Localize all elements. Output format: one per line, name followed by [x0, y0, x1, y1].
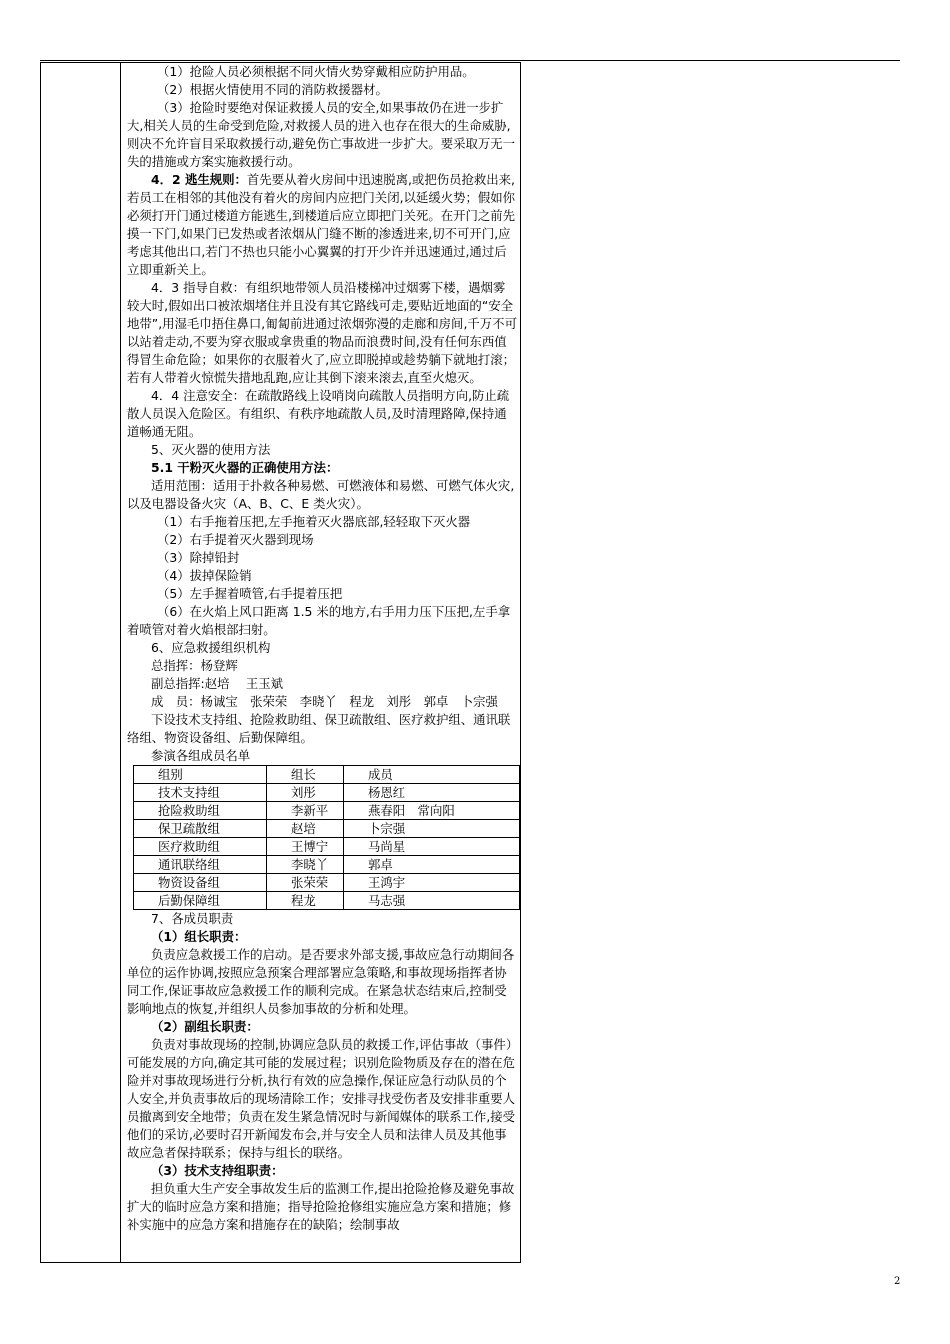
para-a1: （1）抢险人员必须根据不同火情火势穿戴相应防护用品。	[157, 64, 475, 79]
duty-3-body: 担负重大生产安全事故发生后的监测工作,提出抢险抢修及避免事故扩大的临时应急方案和措施；指导抢险抢修组实施应急方案和措施；修补实施中的应急方案和措施存在的缺陷；绘制事故	[127, 1181, 515, 1232]
section-5-1-title: 5.1 干粉灭火器的正确使用方法：	[151, 460, 339, 475]
duty-2-body: 负责对事故现场的控制,协调应急队员的救援工作,评估事故（事件）可能发展的方向,确定其可能的发展过程；识别危险物质及存在的潜在危险并对事故现场进行分析,执行有效的应急操作,保证应急行动队员的个人安全,并负责事故后的现场清除工作；安排寻找受伤者及安排非重要人员撤离到安全地带；负责在发生紧急情况时与新闻媒体的联系工作,接受他们的采访,必要时召开新闻发布会,并与安全人员和法律人员及其他事故应急者保持联系；保持与组长的联络。	[127, 1037, 516, 1160]
item-4-2-body: 首先要从着火房间中迅速脱离,或把伤员抢救出来,若员工在相邻的其他没有着火的房间内应把门关闭,以延缓火势；假如你必须打开门通过楼道方能逃生,到楼道后应立即把门关死。在开门之前先摸一下门,如果门已发热或者浓烟从门缝不断的渗透进来,切不可开门,应考虑其他出口,若门不热也只能小心翼翼的打开少许并迅速通过,通过后立即重新关上。	[127, 172, 516, 277]
roster-cell-members: 王鸿宇	[344, 874, 520, 892]
roster-cell-group: 通讯联络组	[134, 856, 267, 874]
section-7-title: 7、各成员职责	[151, 911, 234, 926]
item-4-2	[127, 171, 517, 279]
roster-cell-members: 杨恩红	[344, 784, 520, 802]
page-number: 2	[894, 1276, 901, 1287]
roster-header-members: 成员	[344, 766, 520, 784]
roster-cell-members: 郭卓	[344, 856, 520, 874]
duty-2-title: （2）副组长职责：	[151, 1019, 259, 1034]
item-4-4: 4．4 注意安全：在疏散路线上设哨岗向疏散人员指明方向,防止疏散人员误入危险区。有组织、有秩序地疏散人员,及时清理路障,保持通道畅通无阻。	[127, 388, 510, 439]
step-1: （1）右手拖着压把,左手拖着灭火器底部,轻轻取下灭火器	[157, 514, 471, 529]
duty-1-body: 负责应急救援工作的启动。是否要求外部支援,事故应急行动期间各单位的运作协调,按照应急预案合理部署应急策略,和事故现场指挥者协同工作,保证事故应急救援工作的顺利完成。在紧急状态结束后,控制受影响地点的恢复,并组织人员参加事故的分析和处理。	[127, 947, 515, 1016]
content-column	[127, 63, 517, 1234]
duty-1-title: （1）组长职责：	[151, 929, 247, 944]
table-row	[134, 784, 520, 802]
roster-cell-leader: 程龙	[267, 892, 344, 910]
roster-title: 参演各组成员名单	[151, 748, 251, 763]
roster-cell-leader: 王博宁	[267, 838, 344, 856]
step-4: （4）拔掉保险销	[157, 568, 252, 583]
table-row	[134, 820, 520, 838]
table-row	[134, 802, 520, 820]
roster-header-row	[134, 766, 520, 784]
roster-cell-group: 抢险救助组	[134, 802, 267, 820]
left-empty-column	[41, 63, 121, 1262]
table-row	[134, 856, 520, 874]
vice-commander: 副总指挥:赵培 王玉斌	[151, 676, 284, 691]
groups-intro: 下设技术支持组、抢险救助组、保卫疏散组、医疗救护组、通讯联络组、物资设备组、后勤保障组。	[127, 712, 511, 745]
commander: 总指挥：杨登辉	[151, 658, 238, 673]
roster-cell-group: 后勤保障组	[134, 892, 267, 910]
roster-cell-members: 燕春阳 常向阳	[344, 802, 520, 820]
roster-cell-leader: 张荣荣	[267, 874, 344, 892]
table-row	[134, 892, 520, 910]
step-6: （6）在火焰上风口距离 1.5 米的地方,右手用力压下压把,左手拿着喷管对着火焰根部扫射。	[127, 604, 511, 637]
roster-cell-group: 医疗救助组	[134, 838, 267, 856]
members: 成 员：杨诚宝 张荣荣 李晓丫 程龙 刘彤 郭卓 卜宗强	[151, 694, 498, 709]
roster-cell-members: 马尚星	[344, 838, 520, 856]
roster-table	[133, 765, 520, 910]
roster-cell-group: 技术支持组	[134, 784, 267, 802]
roster-cell-leader: 李新平	[267, 802, 344, 820]
para-a3: （3）抢险时要绝对保证救援人员的安全,如果事故仍在进一步扩大,相关人员的生命受到危险,对救援人员的进入也存在很大的生命威胁,则决不允许盲目采取救援行动,避免伤亡事故进一步扩大。要采取万无一失的措施或方案实施救援行动。	[127, 100, 516, 169]
table-row	[134, 838, 520, 856]
roster-cell-members: 马志强	[344, 892, 520, 910]
section-6-title: 6、应急救援组织机构	[151, 640, 271, 655]
item-4-2-title: 4．2 逃生规则：	[151, 172, 247, 187]
duty-3-title: （3）技术支持组职责：	[151, 1163, 284, 1178]
roster-cell-leader: 赵培	[267, 820, 344, 838]
section-5-scope: 适用范围：适用于扑救各种易燃、可燃液体和易燃、可燃气体火灾,以及电器设备火灾（A、B、C、E 类火灾）。	[127, 478, 515, 511]
step-3: （3）除掉铅封	[157, 550, 240, 565]
roster-cell-group: 保卫疏散组	[134, 820, 267, 838]
para-a2: （2）根据火情使用不同的消防救援器材。	[157, 82, 388, 97]
section-5-title: 5、灭火器的使用方法	[151, 442, 271, 457]
item-4-3: 4．3 指导自救：有组织地带领人员沿楼梯冲过烟雾下楼，遇烟雾较大时,假如出口被浓烟堵住并且没有其它路线可走,要贴近地面的“安全地带”,用湿毛巾捂住鼻口,匍匐前进通过浓烟弥漫的走廊和房间,千万不可以站着走动,不要为穿衣服或拿贵重的物品而浪费时间,没有任何东西值得冒生命危险；如果你的衣服着火了,应立即脱掉或趁势躺下就地打滚；若有人带着火惊慌失措地乱跑,应让其倒下滚来滚去,直至火熄灭。	[127, 280, 517, 385]
document-table-frame	[40, 62, 521, 1263]
roster-header-group: 组别	[134, 766, 267, 784]
roster-cell-leader: 李晓丫	[267, 856, 344, 874]
header-rule	[40, 60, 900, 61]
table-row	[134, 874, 520, 892]
step-2: （2）右手提着灭火器到现场	[157, 532, 314, 547]
step-5: （5）左手握着喷管,右手提着压把	[157, 586, 343, 601]
roster-cell-members: 卜宗强	[344, 820, 520, 838]
roster-header-leader: 组长	[267, 766, 344, 784]
roster-cell-group: 物资设备组	[134, 874, 267, 892]
roster-cell-leader: 刘彤	[267, 784, 344, 802]
